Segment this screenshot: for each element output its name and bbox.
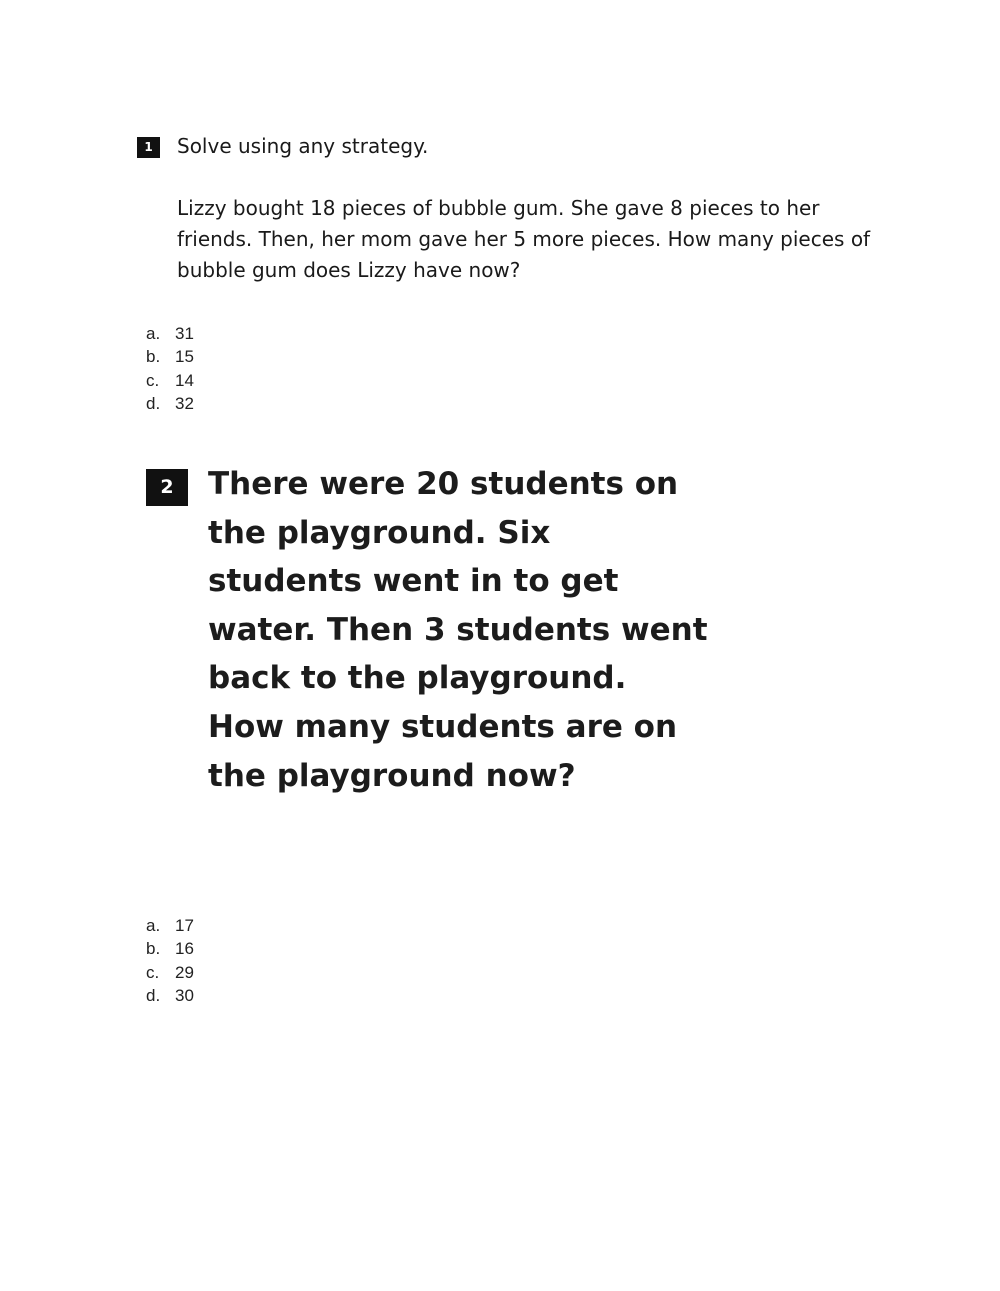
question-2-text: There were 20 students on the playground. Six students went in to get water. Then 3 students went back to the playground. How many students are on the playground now? bbox=[208, 466, 708, 794]
question-2-option-d[interactable] bbox=[146, 984, 194, 1007]
option-letter: d. bbox=[146, 986, 161, 1006]
question-1-title: Solve using any strategy. bbox=[177, 134, 429, 158]
question-2-option-b[interactable] bbox=[146, 937, 194, 960]
option-letter: a. bbox=[146, 916, 161, 935]
option-letter: b. bbox=[146, 347, 161, 367]
question-1-options bbox=[146, 322, 194, 416]
option-value: 31 bbox=[175, 324, 194, 343]
question-1-option-c[interactable] bbox=[146, 369, 194, 392]
option-value: 17 bbox=[175, 916, 194, 935]
option-value: 16 bbox=[175, 939, 194, 959]
option-letter: d. bbox=[146, 394, 161, 414]
option-value: 14 bbox=[175, 370, 194, 390]
option-letter: a. bbox=[146, 324, 161, 343]
question-1-option-b[interactable] bbox=[146, 345, 194, 368]
option-letter: b. bbox=[146, 939, 161, 959]
option-value: 30 bbox=[175, 986, 194, 1006]
option-value: 15 bbox=[175, 347, 194, 367]
question-2-number-badge: 2 bbox=[146, 469, 188, 506]
question-1-number-badge: 1 bbox=[137, 137, 160, 158]
option-letter: c. bbox=[146, 370, 160, 390]
question-2-options bbox=[146, 914, 194, 1008]
question-1-option-d[interactable] bbox=[146, 392, 194, 415]
question-1-text: Lizzy bought 18 pieces of bubble gum. She gave 8 pieces to her friends. Then, her mom gave her 5 more pieces. How many pieces of bubble gum does Lizzy have now? bbox=[177, 196, 871, 282]
option-letter: c. bbox=[146, 962, 160, 982]
question-2-option-a[interactable] bbox=[146, 914, 194, 937]
question-1-option-a[interactable] bbox=[146, 322, 194, 345]
option-value: 29 bbox=[175, 962, 194, 982]
question-2-option-c[interactable] bbox=[146, 961, 194, 984]
option-value: 32 bbox=[175, 394, 194, 414]
